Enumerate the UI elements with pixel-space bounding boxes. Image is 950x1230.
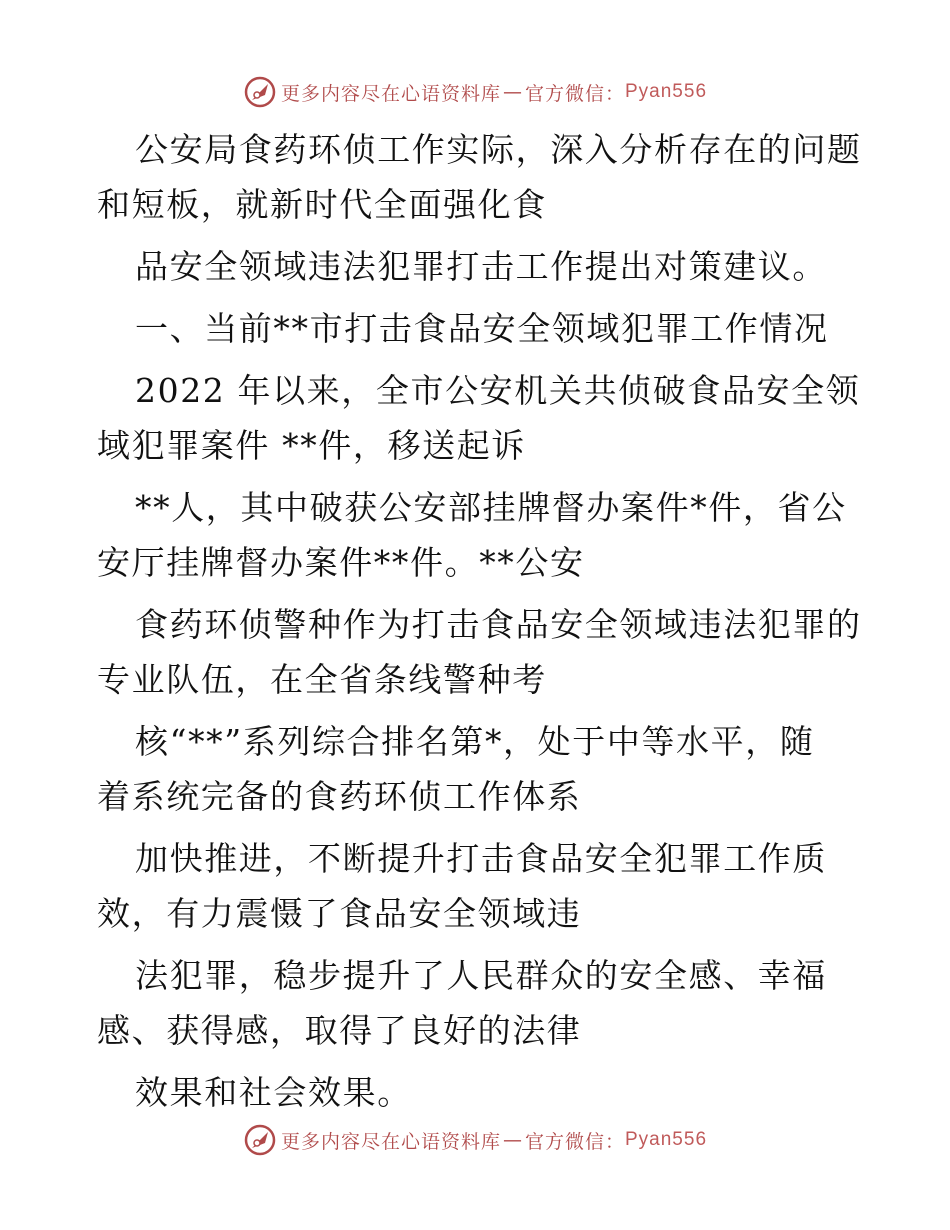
document-body bbox=[97, 122, 867, 1127]
header-banner bbox=[0, 72, 950, 112]
banner-separator: — bbox=[502, 1129, 523, 1151]
text-line: 核“**”系列综合排名第*，处于中等水平，随 bbox=[135, 722, 815, 761]
text-line: **人，其中破获公安部挂牌督办案件*件，省公 bbox=[135, 488, 847, 527]
text-line: 法犯罪，稳步提升了人民群众的安全感、幸福 bbox=[135, 956, 827, 995]
banner-brand: 更多内容尽在心语资料库 bbox=[280, 82, 501, 105]
paragraph bbox=[97, 1065, 867, 1120]
text-line: 安厅挂牌督办案件**件。**公安 bbox=[97, 543, 585, 582]
paragraph bbox=[97, 363, 867, 473]
text-line: 2022 年以来，全市公安机关共侦破食品安全领 bbox=[135, 371, 861, 410]
banner-official-label: 官方微信： bbox=[524, 82, 625, 105]
banner-wechat-id: Pyan556 bbox=[625, 1129, 708, 1150]
text-line: 一、当前**市打击食品安全领域犯罪工作情况 bbox=[135, 309, 829, 348]
text-line: 公安局食药环侦工作实际，深入分析存在的问题 bbox=[135, 130, 862, 169]
paragraph bbox=[97, 480, 867, 590]
footer-banner bbox=[0, 1120, 950, 1160]
paragraph bbox=[97, 122, 867, 232]
text-line: 感、获得感，取得了良好的法律 bbox=[97, 1011, 582, 1050]
text-line: 品安全领域违法犯罪打击工作提出对策建议。 bbox=[135, 247, 827, 286]
banner-brand: 更多内容尽在心语资料库 bbox=[280, 1130, 501, 1153]
text-line: 效果和社会效果。 bbox=[135, 1073, 412, 1112]
banner-wechat-id: Pyan556 bbox=[625, 81, 708, 102]
text-line: 食药环侦警种作为打击食品安全领域违法犯罪的 bbox=[135, 605, 862, 644]
paragraph bbox=[97, 948, 867, 1058]
section-heading bbox=[97, 301, 867, 356]
text-line: 加快推进，不断提升打击食品安全犯罪工作质 bbox=[135, 839, 827, 878]
banner-separator: — bbox=[502, 81, 523, 103]
paragraph bbox=[97, 831, 867, 941]
text-line: 和短板，就新时代全面强化食 bbox=[97, 185, 547, 224]
quill-seal-icon bbox=[243, 1123, 277, 1157]
paragraph bbox=[97, 239, 867, 294]
text-line: 专业队伍，在全省条线警种考 bbox=[97, 660, 547, 699]
quill-seal-icon bbox=[243, 75, 277, 109]
paragraph bbox=[97, 597, 867, 707]
text-line: 效，有力震慑了食品安全领域违 bbox=[97, 894, 582, 933]
paragraph bbox=[97, 714, 867, 824]
banner-official-label: 官方微信： bbox=[524, 1130, 625, 1153]
text-line: 域犯罪案件 **件，移送起诉 bbox=[97, 426, 526, 465]
text-line: 着系统完备的食药环侦工作体系 bbox=[97, 777, 582, 816]
